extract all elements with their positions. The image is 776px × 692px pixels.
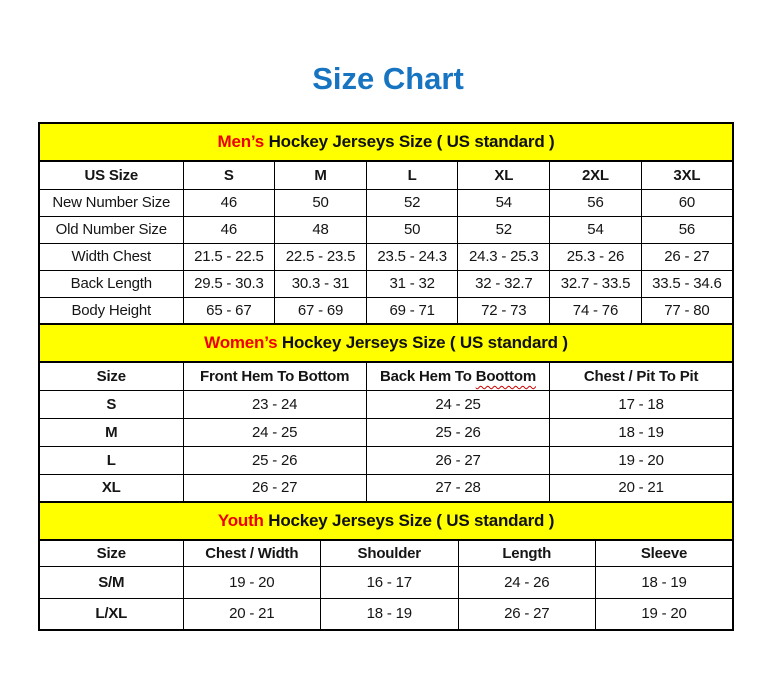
youth-row-label: L/XL — [39, 598, 183, 630]
mens-row-label: Width Chest — [39, 243, 183, 270]
youth-table-row — [39, 566, 733, 598]
mens-table-row — [39, 270, 733, 297]
mens-banner-row — [39, 123, 733, 161]
mens-value-cell: 21.5 - 22.5 — [183, 243, 275, 270]
mens-value-cell: 74 - 76 — [550, 297, 642, 324]
womens-row-label: XL — [39, 474, 183, 502]
youth-value-cell: 16 - 17 — [321, 566, 459, 598]
womens-banner-row — [39, 324, 733, 362]
mens-value-cell: 48 — [275, 216, 367, 243]
youth-value-cell: 18 - 19 — [321, 598, 459, 630]
mens-value-cell: 26 - 27 — [641, 243, 733, 270]
mens-banner-highlight: Men’s — [217, 132, 265, 151]
mens-column-header: US Size — [39, 161, 183, 189]
mens-value-cell: 60 — [641, 189, 733, 216]
womens-value-cell: 23 - 24 — [183, 390, 366, 418]
mens-value-cell: 52 — [458, 216, 550, 243]
size-chart-tables — [38, 122, 734, 631]
mens-value-cell: 50 — [366, 216, 458, 243]
mens-value-cell: 54 — [550, 216, 642, 243]
mens-value-cell: 65 - 67 — [183, 297, 275, 324]
mens-value-cell: 23.5 - 24.3 — [366, 243, 458, 270]
womens-value-cell: 17 - 18 — [550, 390, 733, 418]
mens-value-cell: 31 - 32 — [366, 270, 458, 297]
mens-value-cell: 32.7 - 33.5 — [550, 270, 642, 297]
mens-value-cell: 77 - 80 — [641, 297, 733, 324]
youth-column-header: Chest / Width — [183, 540, 321, 566]
youth-value-cell: 19 - 20 — [183, 566, 321, 598]
mens-value-cell: 54 — [458, 189, 550, 216]
misspelled-word: Boottom — [475, 367, 536, 385]
mens-table-row — [39, 216, 733, 243]
youth-column-header: Length — [458, 540, 596, 566]
youth-header-row — [39, 540, 733, 566]
mens-column-header: M — [275, 161, 367, 189]
womens-column-header: Size — [39, 362, 183, 390]
youth-banner-row — [39, 502, 733, 540]
womens-value-cell: 20 - 21 — [550, 474, 733, 502]
youth-column-header: Size — [39, 540, 183, 566]
mens-value-cell: 46 — [183, 216, 275, 243]
womens-column-header: Front Hem To Bottom — [183, 362, 366, 390]
womens-value-cell: 26 - 27 — [366, 446, 549, 474]
mens-value-cell: 32 - 32.7 — [458, 270, 550, 297]
mens-value-cell: 50 — [275, 189, 367, 216]
mens-value-cell: 72 - 73 — [458, 297, 550, 324]
mens-table-row — [39, 189, 733, 216]
mens-value-cell: 30.3 - 31 — [275, 270, 367, 297]
mens-row-label: Old Number Size — [39, 216, 183, 243]
youth-column-header: Sleeve — [596, 540, 734, 566]
mens-column-header: XL — [458, 161, 550, 189]
womens-column-header: Chest / Pit To Pit — [550, 362, 733, 390]
mens-row-label: New Number Size — [39, 189, 183, 216]
mens-value-cell: 56 — [550, 189, 642, 216]
mens-table-row — [39, 243, 733, 270]
womens-table-row — [39, 474, 733, 502]
womens-row-label: M — [39, 418, 183, 446]
mens-row-label: Back Length — [39, 270, 183, 297]
womens-value-cell: 24 - 25 — [183, 418, 366, 446]
mens-column-header: L — [366, 161, 458, 189]
mens-row-label: Body Height — [39, 297, 183, 324]
womens-table-row — [39, 418, 733, 446]
youth-table-row — [39, 598, 733, 630]
youth-banner-highlight: Youth — [217, 511, 264, 530]
mens-value-cell: 56 — [641, 216, 733, 243]
womens-table-row — [39, 446, 733, 474]
youth-value-cell: 24 - 26 — [458, 566, 596, 598]
mens-value-cell: 33.5 - 34.6 — [641, 270, 733, 297]
womens-table-row — [39, 390, 733, 418]
youth-row-label: S/M — [39, 566, 183, 598]
mens-column-header: 3XL — [641, 161, 733, 189]
youth-value-cell: 18 - 19 — [596, 566, 734, 598]
womens-value-cell: 18 - 19 — [550, 418, 733, 446]
youth-banner-title: Youth Hockey Jerseys Size ( US standard ) — [39, 502, 733, 540]
youth-value-cell: 19 - 20 — [596, 598, 734, 630]
womens-header-row — [39, 362, 733, 390]
womens-banner-title: Women’s Hockey Jerseys Size ( US standard ) — [39, 324, 733, 362]
womens-value-cell: 24 - 25 — [366, 390, 549, 418]
youth-value-cell: 26 - 27 — [458, 598, 596, 630]
mens-size-table — [38, 122, 734, 325]
womens-value-cell: 25 - 26 — [183, 446, 366, 474]
mens-value-cell: 25.3 - 26 — [550, 243, 642, 270]
womens-size-table — [38, 323, 734, 503]
mens-column-header: 2XL — [550, 161, 642, 189]
youth-value-cell: 20 - 21 — [183, 598, 321, 630]
youth-column-header: Shoulder — [321, 540, 459, 566]
womens-value-cell: 26 - 27 — [183, 474, 366, 502]
mens-value-cell: 22.5 - 23.5 — [275, 243, 367, 270]
womens-value-cell: 27 - 28 — [366, 474, 549, 502]
womens-value-cell: 25 - 26 — [366, 418, 549, 446]
mens-value-cell: 29.5 - 30.3 — [183, 270, 275, 297]
mens-column-header: S — [183, 161, 275, 189]
mens-value-cell: 69 - 71 — [366, 297, 458, 324]
womens-column-header: Back Hem To Boottom — [366, 362, 549, 390]
mens-banner-title: Men’s Hockey Jerseys Size ( US standard ) — [39, 123, 733, 161]
mens-value-cell: 52 — [366, 189, 458, 216]
womens-row-label: S — [39, 390, 183, 418]
womens-value-cell: 19 - 20 — [550, 446, 733, 474]
womens-row-label: L — [39, 446, 183, 474]
mens-header-row — [39, 161, 733, 189]
mens-table-row — [39, 297, 733, 324]
mens-value-cell: 67 - 69 — [275, 297, 367, 324]
womens-banner-highlight: Women’s — [204, 333, 278, 352]
mens-value-cell: 46 — [183, 189, 275, 216]
youth-size-table — [38, 501, 734, 631]
mens-value-cell: 24.3 - 25.3 — [458, 243, 550, 270]
page-title: Size Chart — [312, 61, 464, 96]
